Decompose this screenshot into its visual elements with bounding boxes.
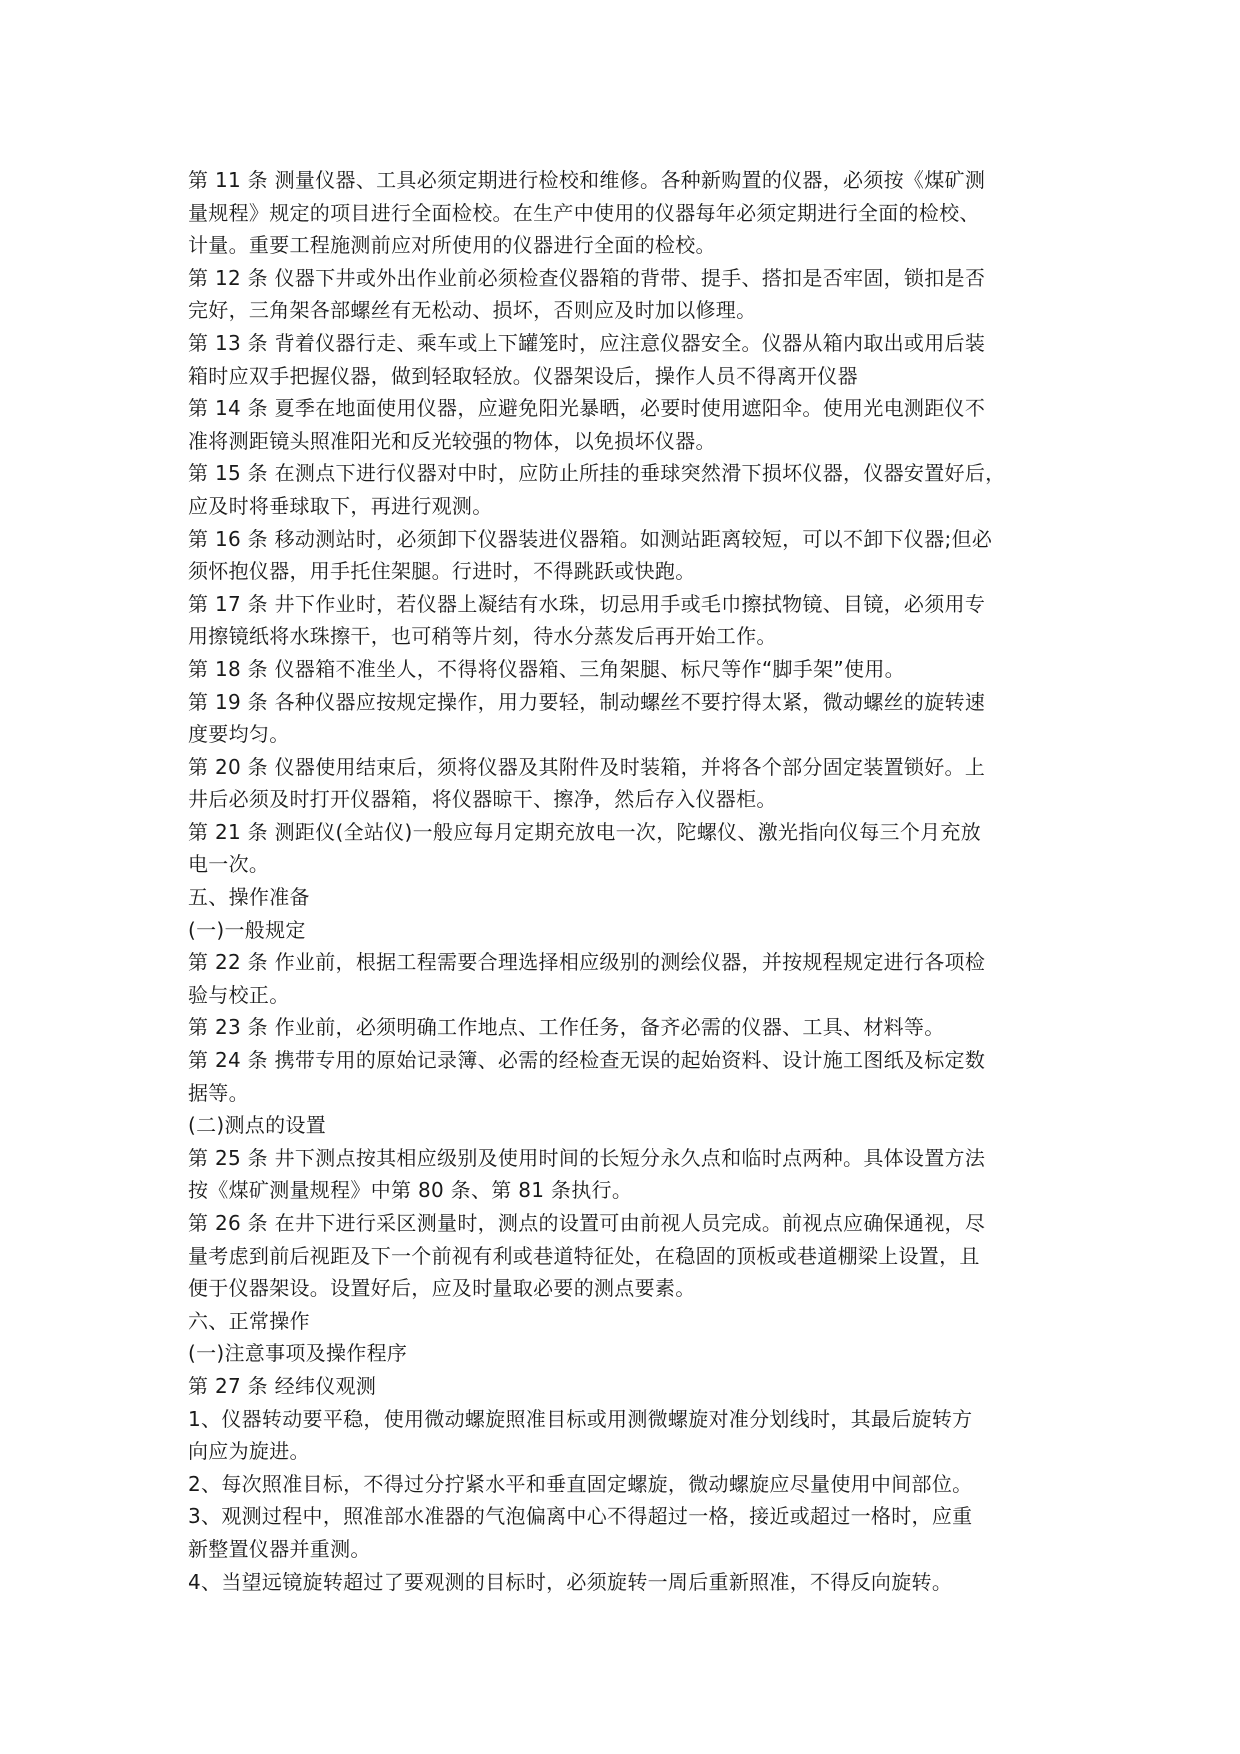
section-heading-sec5-2 [188, 1109, 1068, 1142]
text-line: 第 21 条 测距仪(全站仪)一般应每月定期充放电一次，陀螺仪、激光指向仪每三个月充放 [188, 819, 982, 844]
text-line: 3、观测过程中，照准部水准器的气泡偏离中心不得超过一格，接近或超过一格时，应重 [188, 1504, 973, 1529]
text-line: 按《煤矿测量规程》中第 80 条、第 81 条执行。 [188, 1178, 633, 1203]
text-line: 第 25 条 井下测点按其相应级别及使用时间的长短分永久点和临时点两种。具体设置方法 [188, 1145, 986, 1170]
text-line: 1、仪器转动要平稳，使用微动螺旋照准目标或用测微螺旋对准分划线时，其最后旋转方 [188, 1406, 973, 1431]
text-line: (一)注意事项及操作程序 [188, 1341, 408, 1366]
section-heading-sec5 [188, 881, 1068, 914]
text-line: 完好，三角架各部螺丝有无松动、损坏，否则应及时加以修理。 [188, 298, 757, 323]
text-line: 第 15 条 在测点下进行仪器对中时，应防止所挂的垂球突然滑下损坏仪器，仪器安置好后， [188, 461, 1006, 486]
text-line: 第 18 条 仪器箱不准坐人，不得将仪器箱、三角架腿、标尺等作“脚手架”使用。 [188, 656, 905, 681]
paragraph-art15 [188, 457, 1068, 522]
paragraph-art26 [188, 1207, 1068, 1305]
text-line: 便于仪器架设。设置好后，应及时量取必要的测点要素。 [188, 1276, 696, 1301]
text-line: 第 27 条 经纬仪观测 [188, 1373, 377, 1398]
text-line: 第 24 条 携带专用的原始记录簿、必需的经检查无误的起始资料、设计施工图纸及标定数 [188, 1048, 986, 1073]
text-line: 第 11 条 测量仪器、工具必须定期进行检校和维修。各种新购置的仪器，必须按《煤矿测 [188, 168, 986, 192]
paragraph-art14 [188, 392, 1068, 457]
text-line: 应及时将垂球取下，再进行观测。 [188, 493, 493, 518]
paragraph-item1 [188, 1403, 1068, 1468]
paragraph-art17 [188, 588, 1068, 653]
text-line: 第 26 条 在井下进行采区测量时，测点的设置可由前视人员完成。前视点应确保通视，尽 [188, 1211, 986, 1235]
text-line: 量规程》规定的项目进行全面检校。在生产中使用的仪器每年必须定期进行全面的检校、 [188, 200, 980, 225]
text-line: (一)一般规定 [188, 917, 306, 942]
text-line: 第 23 条 作业前，必须明确工作地点、工作任务，备齐必需的仪器、工具、材料等。 [188, 1015, 945, 1040]
text-line: 准将测距镜头照准阳光和反光较强的物体，以免损坏仪器。 [188, 428, 716, 453]
text-line: 第 14 条 夏季在地面使用仪器，应避免阳光暴晒，必要时使用遮阳伞。使用光电测距仪不 [188, 396, 986, 421]
text-line: 五、操作准备 [188, 885, 310, 910]
paragraph-art11 [188, 164, 1068, 262]
paragraph-art20 [188, 751, 1068, 816]
paragraph-art25 [188, 1142, 1068, 1207]
paragraph-art13 [188, 327, 1068, 392]
paragraph-art19 [188, 686, 1068, 751]
text-line: 度要均匀。 [188, 722, 290, 747]
text-line: 第 19 条 各种仪器应按规定操作，用力要轻，制动螺丝不要拧得太紧，微动螺丝的旋转速 [188, 689, 986, 714]
paragraph-art18 [188, 653, 1068, 686]
paragraph-art12 [188, 262, 1068, 327]
text-line: 用擦镜纸将水珠擦干，也可稍等片刻，待水分蒸发后再开始工作。 [188, 624, 777, 649]
text-line: (二)测点的设置 [188, 1113, 327, 1138]
text-line: 第 12 条 仪器下井或外出作业前必须检查仪器箱的背带、提手、搭扣是否牢固，锁扣是否 [188, 265, 986, 290]
text-line: 第 13 条 背着仪器行走、乘车或上下罐笼时，应注意仪器安全。仪器从箱内取出或用后装 [188, 330, 986, 355]
text-line: 第 17 条 井下作业时，若仪器上凝结有水珠，切忌用手或毛巾擦拭物镜、目镜，必须用专 [188, 591, 986, 616]
section-heading-sec6-1 [188, 1337, 1068, 1370]
text-line: 4、当望远镜旋转超过了要观测的目标时，必须旋转一周后重新照准，不得反向旋转。 [188, 1569, 953, 1594]
text-line: 向应为旋进。 [188, 1439, 310, 1464]
text-line: 须怀抱仪器，用手托住架腿。行进时，不得跳跃或快跑。 [188, 559, 696, 584]
paragraph-art27 [188, 1370, 1068, 1403]
document-page [188, 164, 1068, 1598]
paragraph-art24 [188, 1044, 1068, 1109]
paragraph-item4 [188, 1566, 1068, 1599]
text-line: 验与校正。 [188, 982, 290, 1007]
text-line: 井后必须及时打开仪器箱，将仪器晾干、擦净，然后存入仪器柜。 [188, 787, 777, 812]
text-line: 第 16 条 移动测站时，必须卸下仪器装进仪器箱。如测站距离较短，可以不卸下仪器;但必 [188, 526, 993, 551]
text-line: 2、每次照准目标，不得过分拧紧水平和垂直固定螺旋，微动螺旋应尽量使用中间部位。 [188, 1471, 973, 1496]
text-line: 新整置仪器并重测。 [188, 1536, 371, 1561]
section-heading-sec6 [188, 1305, 1068, 1338]
text-line: 箱时应双手把握仪器，做到轻取轻放。仪器架设后，操作人员不得离开仪器 [188, 363, 858, 388]
text-line: 据等。 [188, 1080, 249, 1105]
text-line: 量考虑到前后视距及下一个前视有利或巷道特征处，在稳固的顶板或巷道棚梁上设置，且 [188, 1243, 980, 1268]
paragraph-item3 [188, 1500, 1068, 1565]
text-line: 六、正常操作 [188, 1308, 310, 1333]
text-line: 电一次。 [188, 852, 270, 877]
paragraph-art23 [188, 1011, 1068, 1044]
paragraph-art22 [188, 946, 1068, 1011]
text-line: 第 22 条 作业前，根据工程需要合理选择相应级别的测绘仪器，并按规程规定进行各项检 [188, 950, 986, 975]
text-line: 计量。重要工程施测前应对所使用的仪器进行全面的检校。 [188, 233, 716, 258]
paragraph-art21 [188, 816, 1068, 881]
paragraph-art16 [188, 523, 1068, 588]
paragraph-item2 [188, 1468, 1068, 1501]
section-heading-sec5-1 [188, 914, 1068, 947]
text-line: 第 20 条 仪器使用结束后，须将仪器及其附件及时装箱，并将各个部分固定装置锁好。上 [188, 754, 986, 779]
